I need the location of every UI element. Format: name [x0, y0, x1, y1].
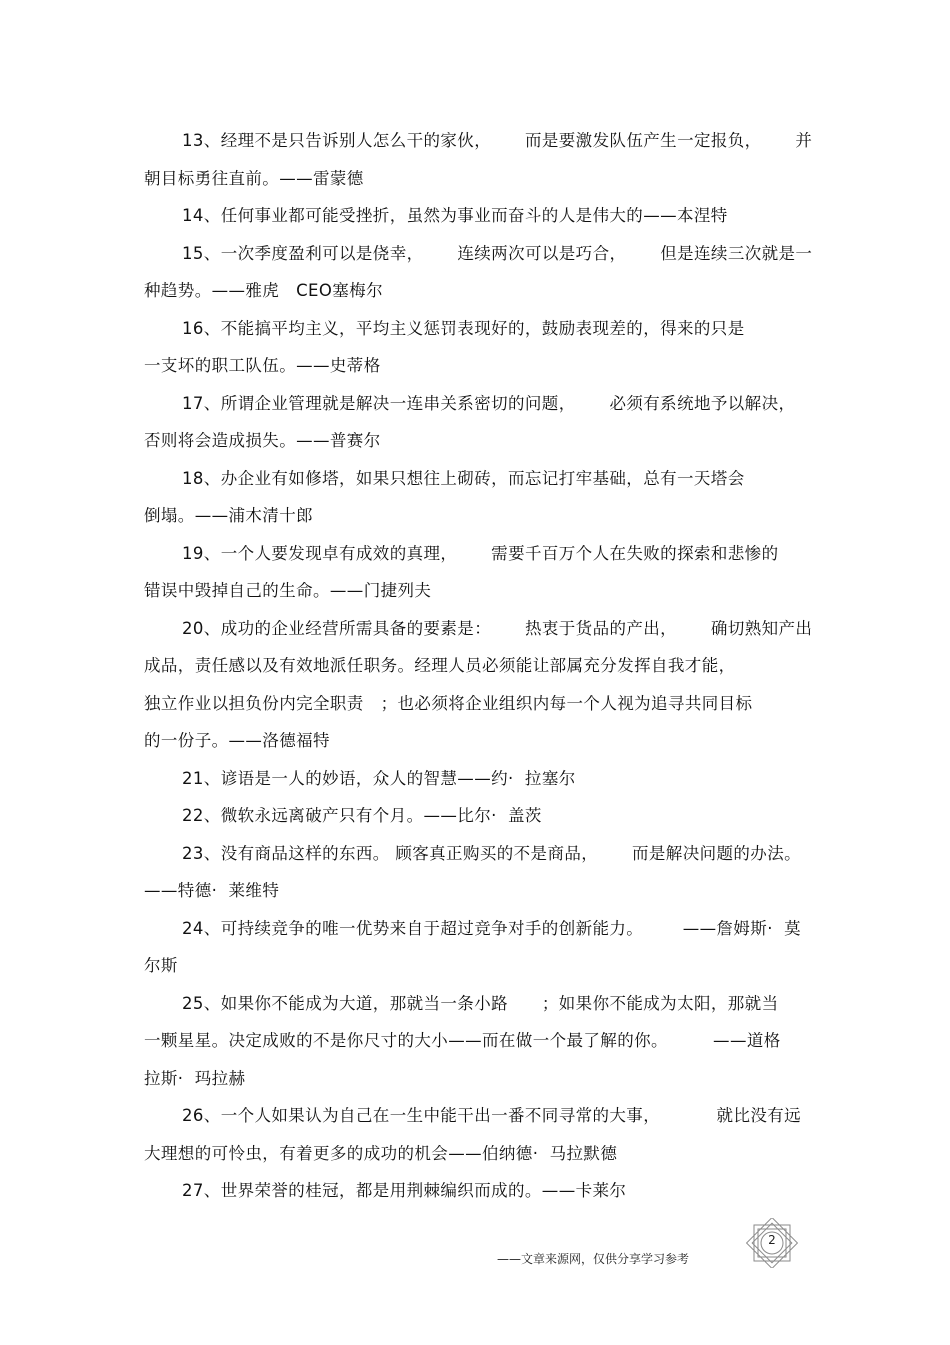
quote-line: 成品，责任感以及有效地派任职务。经理人员必须能让部属充分发挥自我才能，: [144, 656, 736, 675]
quote-line: 20、成功的企业经营所需具备的要素是： 热衷于货品的产出， 确切熟知产出: [182, 618, 813, 638]
quote-line: 否则将会造成损失。——普赛尔: [144, 431, 381, 450]
quote-entry: [144, 235, 813, 310]
quote-line: 16、不能搞平均主义，平均主义惩罚表现好的，鼓励表现差的，得来的只是: [182, 318, 745, 338]
page-number: 2: [768, 1233, 776, 1247]
quote-entry: [144, 910, 806, 985]
quote-entry: [144, 460, 806, 535]
quote-entry: [144, 1097, 806, 1172]
quote-line: 独立作业以担负份内完全职责 ；也必须将企业组织内每一个人视为追寻共同目标: [144, 693, 753, 713]
quote-entry: [144, 122, 813, 197]
quote-line: 一颗星星。决定成败的不是你尺寸的大小——而在做一个最了解的你。 ——道格: [144, 1031, 781, 1050]
quote-entry: [144, 385, 806, 460]
quote-line: 倒塌。——浦木清十郎: [144, 506, 313, 525]
quote-line: 一支坏的职工队伍。——史蒂格: [144, 356, 381, 375]
quote-line: 27、世界荣誉的桂冠，都是用荆棘编织而成的。——卡莱尔: [182, 1181, 627, 1200]
quote-line: 15、一次季度盈利可以是侥幸， 连续两次可以是巧合， 但是连续三次就是一: [182, 243, 813, 263]
quote-line: 25、如果你不能成为大道，那就当一条小路 ；如果你不能成为太阳，那就当: [182, 993, 779, 1013]
quote-line: 种趋势。——雅虎 CEO塞梅尔: [144, 281, 383, 300]
quote-line: 19、一个人要发现卓有成效的真理， 需要千百万个人在失败的探索和悲惨的: [182, 543, 779, 563]
quote-line: 26、一个人如果认为自己在一生中能干出一番不同寻常的大事， 就比没有远: [182, 1106, 802, 1125]
quote-entry: [144, 835, 806, 910]
footer-note: ——文章来源网，仅供分享学习参考: [497, 1252, 690, 1266]
quote-line: 24、可持续竞争的唯一优势来自于超过竞争对手的创新能力。 ——詹姆斯· 莫: [182, 918, 802, 938]
quote-entry: [144, 1172, 806, 1210]
quote-line: 的一份子。——洛德福特: [144, 731, 330, 750]
quote-line: 错误中毁掉自己的生命。——门捷列夫: [144, 581, 432, 600]
quote-entry: [144, 535, 806, 610]
quote-line: 23、没有商品这样的东西。 顾客真正购买的不是商品， 而是解决问题的办法。: [182, 843, 802, 863]
quote-entry: [144, 797, 806, 835]
quote-entry: [144, 610, 813, 760]
quote-line: 22、微软永远离破产只有个月。——比尔· 盖茨: [182, 806, 542, 825]
quote-line: 尔斯: [144, 956, 178, 975]
quote-line: 拉斯· 玛拉赫: [144, 1068, 246, 1088]
quote-line: 大理想的可怜虫，有着更多的成功的机会——伯纳德· 马拉默德: [144, 1143, 618, 1163]
quote-line: ——特德· 莱维特: [144, 881, 280, 900]
quote-line: 18、办企业有如修塔，如果只想往上砌砖，而忘记打牢基础，总有一天塔会: [182, 468, 745, 488]
quote-line: 17、所谓企业管理就是解决一连串关系密切的问题， 必须有系统地予以解决，: [182, 393, 796, 413]
quote-line: 14、任何事业都可能受挫折，虽然为事业而奋斗的人是伟大的——本涅特: [182, 206, 728, 225]
page-number-badge: [746, 1218, 798, 1268]
quote-line: 13、经理不是只告诉别人怎么干的家伙， 而是要激发队伍产生一定报负， 并: [182, 131, 813, 150]
quote-list: [144, 122, 813, 1210]
quote-line: 21、谚语是一人的妙语，众人的智慧——约· 拉塞尔: [182, 768, 576, 788]
quote-entry: [144, 985, 806, 1098]
quote-entry: [144, 197, 806, 235]
quote-entry: [144, 310, 806, 385]
quote-line: 朝目标勇往直前。——雷蒙德: [144, 168, 364, 188]
quote-entry: [144, 760, 806, 798]
